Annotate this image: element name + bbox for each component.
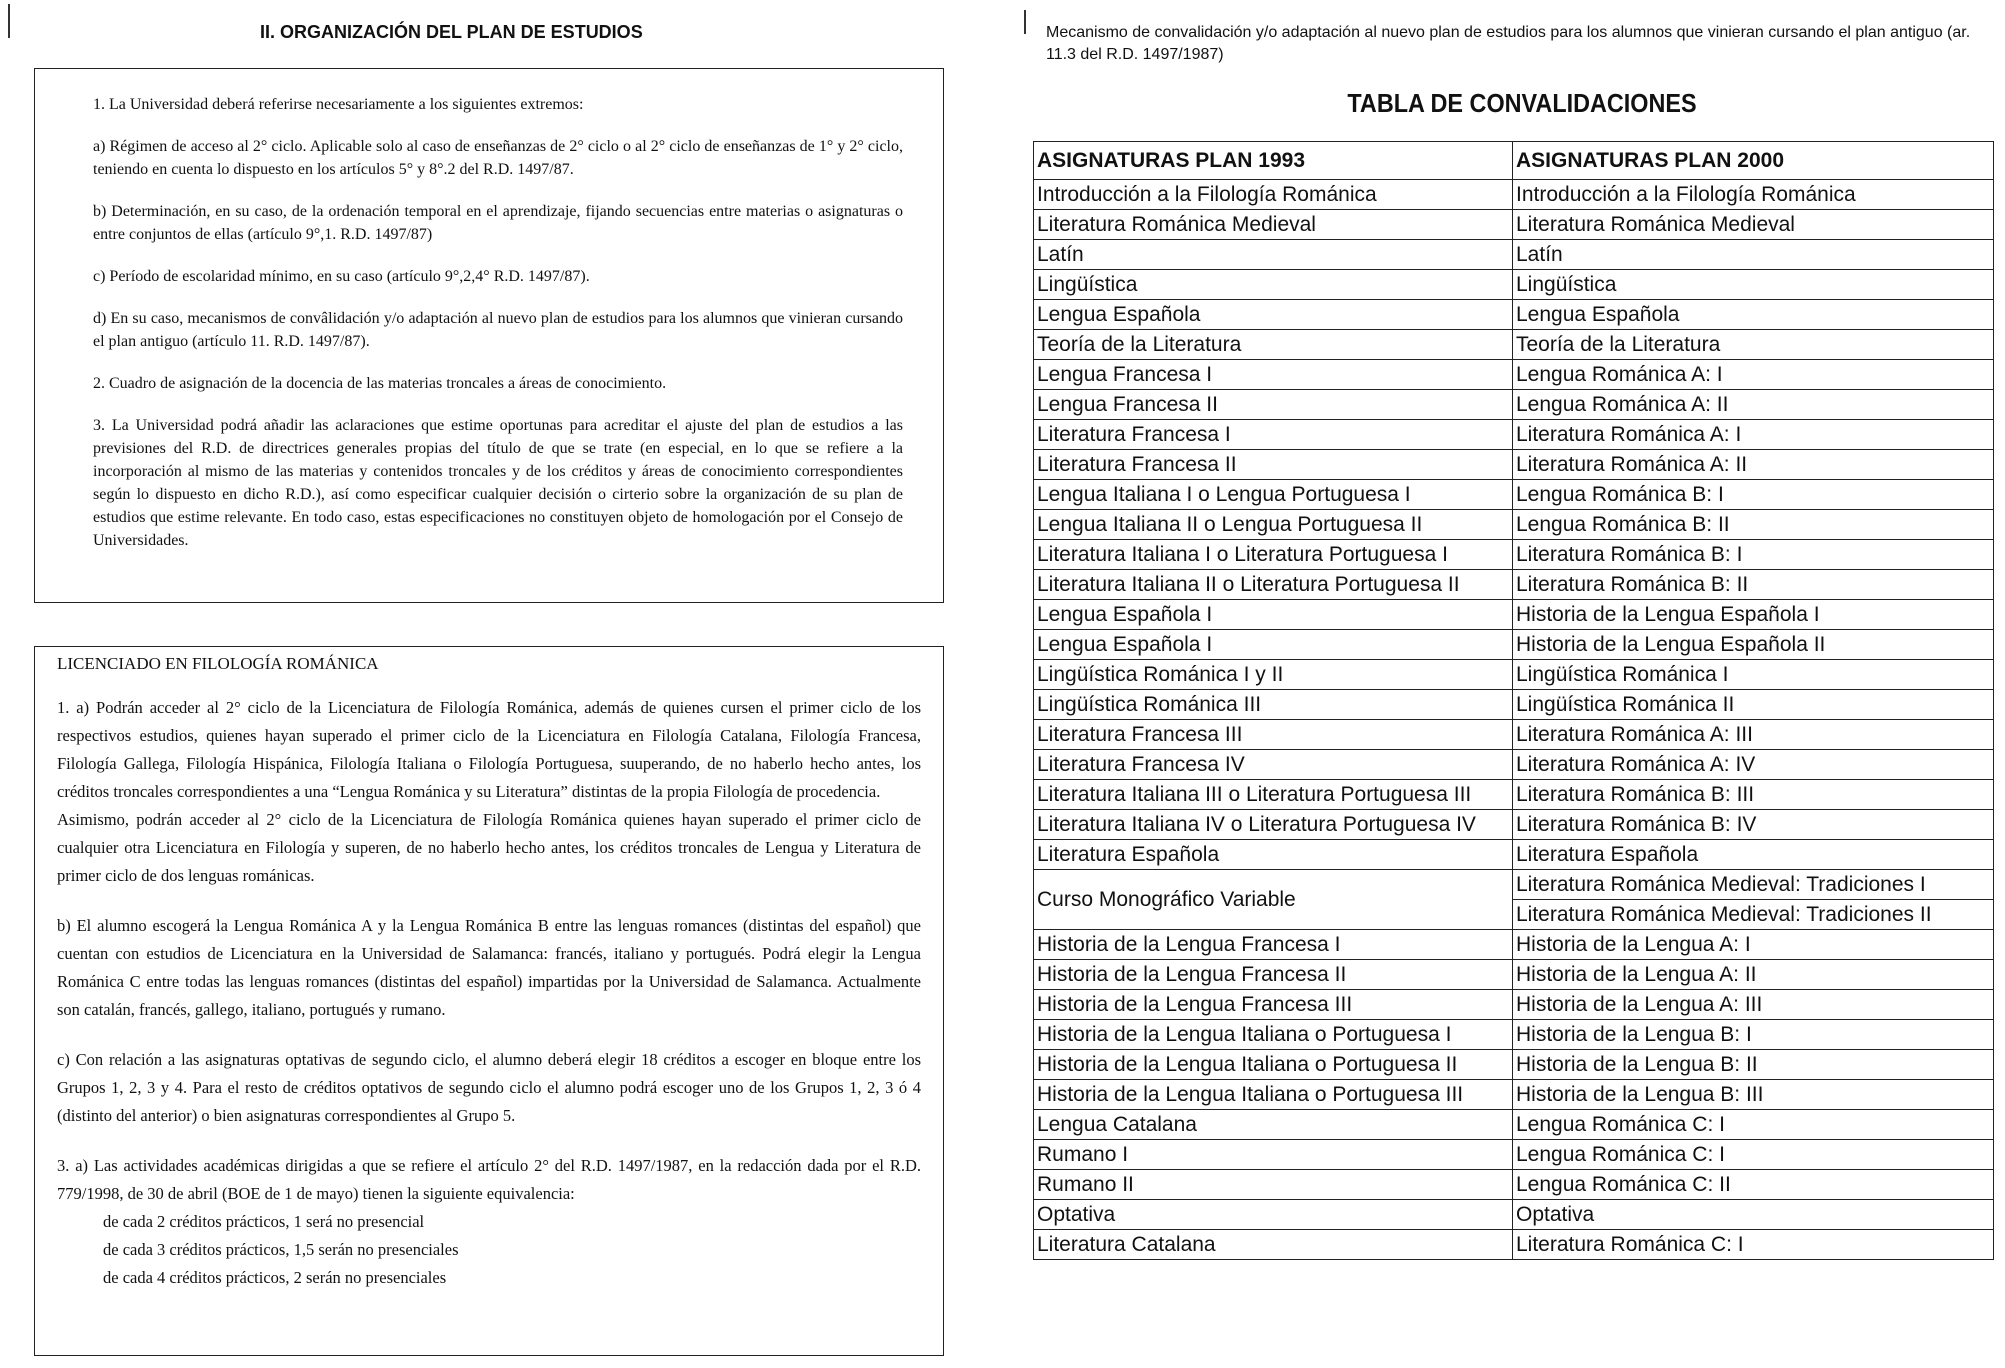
table-row — [1034, 1140, 1994, 1170]
table-row — [1034, 390, 1994, 420]
cell-plan-2000: Latín — [1513, 240, 1994, 270]
cell-plan-1993: Historia de la Lengua Italiana o Portuguesa I — [1034, 1020, 1513, 1050]
cell-plan-2000: Literatura Románica B: IV — [1513, 810, 1994, 840]
cell-plan-1993: Introducción a la Filología Románica — [1034, 180, 1513, 210]
cell-plan-2000: Literatura Española — [1513, 840, 1994, 870]
cell-plan-1993: Historia de la Lengua Italiana o Portuguesa III — [1034, 1080, 1513, 1110]
cell-plan-1993: Literatura Italiana I o Literatura Portuguesa I — [1034, 540, 1513, 570]
table-row — [1034, 930, 1994, 960]
table-row — [1034, 960, 1994, 990]
cell-plan-2000: Literatura Románica B: I — [1513, 540, 1994, 570]
cell-plan-2000: Historia de la Lengua A: I — [1513, 930, 1994, 960]
cell-plan-1993: Lengua Catalana — [1034, 1110, 1513, 1140]
cell-plan-1993: Lingüística Románica I y II — [1034, 660, 1513, 690]
cell-plan-1993: Lengua Española I — [1034, 600, 1513, 630]
cell-plan-1993: Lengua Italiana I o Lengua Portuguesa I — [1034, 480, 1513, 510]
table-row — [1034, 690, 1994, 720]
equivalence-line: de cada 4 créditos prácticos, 2 serán no presenciales — [103, 1268, 447, 1287]
cell-plan-1993: Historia de la Lengua Italiana o Portuguesa II — [1034, 1050, 1513, 1080]
table-row — [1034, 810, 1994, 840]
table-row — [1034, 330, 1994, 360]
table-row — [1034, 870, 1994, 900]
degree-title: LICENCIADO EN FILOLOGÍA ROMÁNICA — [57, 654, 379, 673]
table-row — [1034, 750, 1994, 780]
cell-plan-2000: Literatura Románica Medieval — [1513, 210, 1994, 240]
table-row — [1034, 510, 1994, 540]
table-row — [1034, 270, 1994, 300]
cell-plan-2000: Lengua Románica B: I — [1513, 480, 1994, 510]
convalidation-table — [1033, 141, 1994, 1260]
cell-plan-2000: Historia de la Lengua B: II — [1513, 1050, 1994, 1080]
cell-plan-2000: Literatura Románica B: II — [1513, 570, 1994, 600]
cell-plan-2000: Lengua Románica A: II — [1513, 390, 1994, 420]
equivalence-line: de cada 3 créditos prácticos, 1,5 serán no presenciales — [103, 1240, 459, 1259]
language-choice-paragraph: b) El alumno escogerá la Lengua Románica A y la Lengua Románica B entre las lenguas romances (distintas del español) que cuentan con estudios de Licenciatura en la Universidad de Salamanca: francés, italiano y portugués. Podrá elegir la Lengua Románica C entre todas las lenguas romances (distintas del español) impartidas por la Universidad de Salamanca. Actualmente son catalán, francés, gallego, italiano, portugués y rumano. — [57, 916, 921, 1019]
table-row — [1034, 600, 1994, 630]
cell-plan-2000: Lengua Románica C: I — [1513, 1140, 1994, 1170]
cell-plan-1993: Lengua Italiana II o Lengua Portuguesa II — [1034, 510, 1513, 540]
instruction-paragraph: 2. Cuadro de asignación de la docencia de las materias troncales a áreas de conocimiento. — [93, 375, 667, 392]
instruction-paragraph: 3. La Universidad podrá añadir las aclaraciones que estime oportunas para acreditar el ajuste del plan de estudios a las previsiones del R.D. de directrices generales propias del título de que se trate (en especial, en lo que se refiere a la incorporación al mismo de las materias y contenidos troncales y de los créditos y áreas de conocimiento correspondientes según lo dispuesto en dicho R.D.), así como especificar cualquier decisión o cirterio sobre la organización de su plan de estudios que estime relevante. En todo caso, estas especificaciones no constituyen objeto de homologación por el Consejo de Universidades. — [93, 417, 903, 549]
table-row — [1034, 1170, 1994, 1200]
table-row — [1034, 480, 1994, 510]
table-row — [1034, 570, 1994, 600]
optional-credits-paragraph: c) Con relación a las asignaturas optativas de segundo ciclo, el alumno deberá elegir 18 créditos a escoger en bloque entre los Grupos 1, 2, 3 y 4. Para el resto de créditos optativos de segundo ciclo el alumno podrá escoger uno de los Grupos 1, 2, 3 ó 4 (distinto del anterior) o bien asignaturas correspondientes al Grupo 5. — [57, 1050, 921, 1125]
intro-text: Mecanismo de convalidación y/o adaptación al nuevo plan de estudios para los alumnos que vinieran cursando el plan antiguo (ar. 11.3 del R.D. 1497/1987) — [1046, 24, 1971, 63]
cell-plan-2000: Historia de la Lengua Española I — [1513, 600, 1994, 630]
cell-plan-2000: Lingüística — [1513, 270, 1994, 300]
cell-plan-1993: Rumano II — [1034, 1170, 1513, 1200]
access-paragraph: 1. a) Podrán acceder al 2° ciclo de la Licenciatura de Filología Románica, además de quienes cursen el primer ciclo de los respectivos estudios, quienes hayan superado el primer ciclo de la Licenciatura en Filología Catalana, Filología Francesa, Filología Gallega, Filología Hispánica, Filología Italiana o Filología Portuguesa, suuperando, de no haberlo hecho antes, los créditos troncales correspondientes a una “Lengua Románica y su Literatura” distintas de la propia Filología de procedencia. — [57, 698, 921, 801]
cell-plan-2000: Historia de la Lengua Española II — [1513, 630, 1994, 660]
cell-plan-1993: Literatura Francesa I — [1034, 420, 1513, 450]
cell-plan-2000: Literatura Románica A: III — [1513, 720, 1994, 750]
cell-plan-1993: Literatura Francesa IV — [1034, 750, 1513, 780]
cell-plan-2000: Lengua Románica A: I — [1513, 360, 1994, 390]
table-row — [1034, 420, 1994, 450]
access-paragraph-2: Asimismo, podrán acceder al 2° ciclo de la Licenciatura de Filología Románica quienes hayan superado el primer ciclo de cualquier otra Licenciatura en Filología y superen, de no haberlo hecho antes, los créditos troncales de Lengua y Literatura de primer ciclo de dos lenguas románicas. — [57, 810, 921, 885]
table-row — [1034, 780, 1994, 810]
table-row — [1034, 840, 1994, 870]
cell-plan-1993: Lingüística Románica III — [1034, 690, 1513, 720]
table-body — [1034, 180, 1994, 1260]
instruction-paragraph: d) En su caso, mecanismos de convâlidación y/o adaptación al nuevo plan de estudios para los alumnos que vinieran cursando el plan antiguo (artículo 11. R.D. 1497/87). — [93, 310, 903, 350]
scan-edge-mark-left — [8, 4, 10, 38]
cell-plan-1993: Historia de la Lengua Francesa I — [1034, 930, 1513, 960]
cell-plan-1993: Historia de la Lengua Francesa III — [1034, 990, 1513, 1020]
cell-plan-1993: Literatura Catalana — [1034, 1230, 1513, 1260]
table-row — [1034, 540, 1994, 570]
degree-box — [34, 646, 944, 1356]
instruction-paragraph: c) Período de escolaridad mínimo, en su caso (artículo 9°,2,4° R.D. 1497/87). — [93, 268, 590, 285]
cell-plan-2000: Literatura Románica Medieval: Tradiciones II — [1513, 900, 1994, 930]
cell-plan-1993: Literatura Francesa II — [1034, 450, 1513, 480]
cell-plan-2000: Lengua Románica C: I — [1513, 1110, 1994, 1140]
table-row — [1034, 360, 1994, 390]
instruction-paragraph: 1. La Universidad deberá referirse necesariamente a los siguientes extremos: — [93, 96, 584, 113]
cell-plan-2000: Lingüística Románica I — [1513, 660, 1994, 690]
activities-paragraph: 3. a) Las actividades académicas dirigidas a que se refiere el artículo 2° del R.D. 1497/1987, en la redacción dada por el R.D. 779/1998, de 30 de abril (BOE de 1 de mayo) tienen la siguiente equivalencia: — [57, 1156, 921, 1203]
cell-plan-1993: Historia de la Lengua Francesa II — [1034, 960, 1513, 990]
cell-plan-2000: Lengua Española — [1513, 300, 1994, 330]
cell-plan-1993: Lingüística — [1034, 270, 1513, 300]
instruction-paragraph: b) Determinación, en su caso, de la ordenación temporal en el aprendizaje, fijando secuencias entre materias o asignaturas o entre conjuntos de ellas (artículo 9°,1. R.D. 1497/87) — [93, 203, 903, 243]
cell-plan-1993: Lengua Española — [1034, 300, 1513, 330]
cell-plan-2000: Introducción a la Filología Románica — [1513, 180, 1994, 210]
cell-plan-1993: Rumano I — [1034, 1140, 1513, 1170]
table-row — [1034, 1110, 1994, 1140]
cell-plan-1993: Lengua Española I — [1034, 630, 1513, 660]
table-row — [1034, 990, 1994, 1020]
cell-plan-2000: Literatura Románica B: III — [1513, 780, 1994, 810]
cell-plan-2000: Lengua Románica C: II — [1513, 1170, 1994, 1200]
cell-plan-2000: Historia de la Lengua A: III — [1513, 990, 1994, 1020]
table-header-row — [1034, 142, 1994, 180]
cell-plan-1993: Literatura Italiana II o Literatura Portuguesa II — [1034, 570, 1513, 600]
table-row — [1034, 1020, 1994, 1050]
table-row — [1034, 1050, 1994, 1080]
table-row — [1034, 180, 1994, 210]
table-row — [1034, 720, 1994, 750]
cell-plan-2000: Lengua Románica B: II — [1513, 510, 1994, 540]
table-row — [1034, 210, 1994, 240]
cell-plan-1993: Curso Monográfico Variable — [1034, 870, 1513, 930]
cell-plan-2000: Historia de la Lengua B: III — [1513, 1080, 1994, 1110]
table-row — [1034, 1200, 1994, 1230]
cell-plan-2000: Literatura Románica Medieval: Tradiciones I — [1513, 870, 1994, 900]
table-row — [1034, 1080, 1994, 1110]
cell-plan-2000: Literatura Románica A: II — [1513, 450, 1994, 480]
table-row — [1034, 1230, 1994, 1260]
cell-plan-1993: Literatura Italiana III o Literatura Portuguesa III — [1034, 780, 1513, 810]
cell-plan-2000: Lingüística Románica II — [1513, 690, 1994, 720]
scan-edge-mark-right — [1024, 10, 1026, 34]
cell-plan-1993: Latín — [1034, 240, 1513, 270]
cell-plan-2000: Literatura Románica C: I — [1513, 1230, 1994, 1260]
cell-plan-2000: Optativa — [1513, 1200, 1994, 1230]
cell-plan-1993: Literatura Románica Medieval — [1034, 210, 1513, 240]
header-plan-1993: ASIGNATURAS PLAN 1993 — [1034, 142, 1513, 180]
table-row — [1034, 630, 1994, 660]
cell-plan-1993: Optativa — [1034, 1200, 1513, 1230]
instruction-paragraph: a) Régimen de acceso al 2° ciclo. Aplicable solo al caso de enseñanzas de 2° ciclo o al 2° ciclo de enseñanzas de 1° y 2° ciclo, teniendo en cuenta lo dispuesto en los artículos 5° y 8°.2 del R.D. 1497/87. — [93, 138, 903, 178]
cell-plan-2000: Teoría de la Literatura — [1513, 330, 1994, 360]
table-row — [1034, 300, 1994, 330]
cell-plan-2000: Literatura Románica A: I — [1513, 420, 1994, 450]
cell-plan-1993: Lengua Francesa I — [1034, 360, 1513, 390]
instructions-box — [34, 68, 944, 603]
cell-plan-1993: Literatura Italiana IV o Literatura Portuguesa IV — [1034, 810, 1513, 840]
equivalence-line: de cada 2 créditos prácticos, 1 será no presencial — [103, 1212, 425, 1231]
table-title: TABLA DE CONVALIDACIONES — [1347, 88, 1697, 118]
table-row — [1034, 660, 1994, 690]
cell-plan-1993: Teoría de la Literatura — [1034, 330, 1513, 360]
table-row — [1034, 450, 1994, 480]
cell-plan-2000: Historia de la Lengua B: I — [1513, 1020, 1994, 1050]
header-plan-2000: ASIGNATURAS PLAN 2000 — [1513, 142, 1994, 180]
cell-plan-1993: Literatura Española — [1034, 840, 1513, 870]
table-row — [1034, 240, 1994, 270]
cell-plan-2000: Historia de la Lengua A: II — [1513, 960, 1994, 990]
section-heading: II. ORGANIZACIÓN DEL PLAN DE ESTUDIOS — [260, 22, 643, 42]
cell-plan-1993: Literatura Francesa III — [1034, 720, 1513, 750]
cell-plan-2000: Literatura Románica A: IV — [1513, 750, 1994, 780]
cell-plan-1993: Lengua Francesa II — [1034, 390, 1513, 420]
